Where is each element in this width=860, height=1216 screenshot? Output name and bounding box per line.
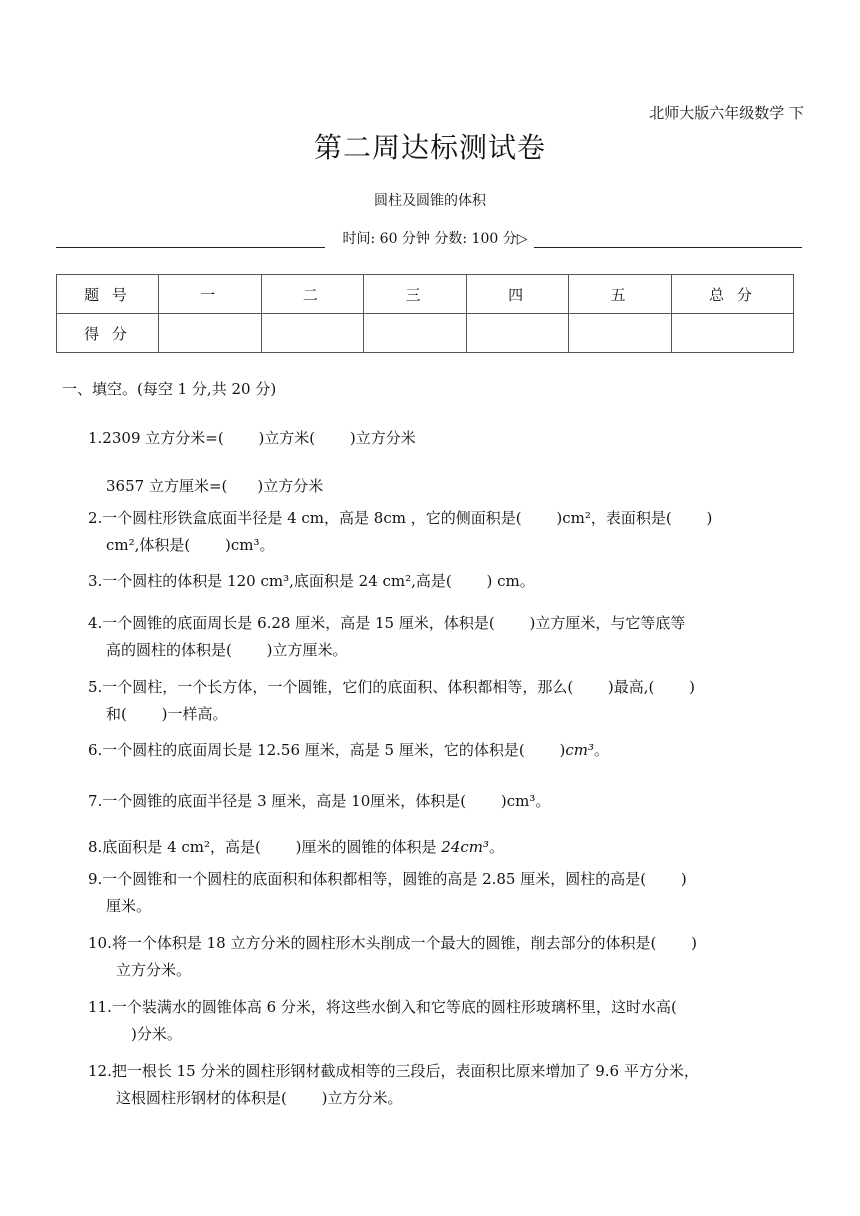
question-text-cont: 和( )一样高。: [106, 705, 228, 723]
question-text: 3657 立方厘米=( )立方分米: [106, 477, 324, 495]
score-input-cell[interactable]: [261, 314, 364, 353]
question-text-cont: )分米。: [116, 1025, 182, 1043]
score-table-score-row: [57, 314, 794, 353]
exam-time-score: 时间: 60 分钟 分数: 100 分▷: [342, 231, 528, 247]
question-tail: 。: [489, 838, 505, 856]
question-text: 3.一个圆柱的体积是 120 cm³,底面积是 24 cm²,高是( ) cm。: [88, 572, 535, 590]
question-8: [88, 834, 504, 861]
score-table-cell: 总 分: [672, 275, 794, 314]
question-text-cont: 高的圆柱的体积是( )立方厘米。: [106, 641, 348, 659]
edition-label: 北师大版六年级数学 下: [649, 104, 804, 122]
score-input-cell[interactable]: [466, 314, 569, 353]
question-7: [88, 788, 550, 815]
score-table-header-row: [57, 275, 794, 314]
question-text: 10.将一个体积是 18 立方分米的圆柱形木头削成一个最大的圆锥，削去部分的体积是( ): [88, 934, 697, 952]
question-text-cont: 立方分米。: [116, 961, 192, 979]
score-blank-line: [534, 229, 803, 248]
question-text-cont: 厘米。: [106, 897, 152, 915]
question-5: [88, 674, 695, 728]
unit-cm3: cm³: [565, 741, 594, 759]
question-1b: [106, 473, 323, 500]
question-text: 2.一个圆柱形铁盒底面半径是 4 cm，高是 8cm ，它的侧面积是( )cm²，表面积是( ): [88, 509, 713, 527]
question-1: [88, 425, 416, 452]
question-3: [88, 568, 535, 595]
score-table-cell: 二: [261, 275, 364, 314]
question-text-cont: cm²,体积是( )cm³。: [106, 536, 275, 554]
section-heading: 一、填空。(每空 1 分,共 20 分): [62, 380, 277, 398]
question-text-cont: 这根圆柱形钢材的体积是( )立方分米。: [116, 1089, 403, 1107]
score-table-cell: 一: [159, 275, 262, 314]
score-input-cell[interactable]: [672, 314, 794, 353]
page-subtitle: 圆柱及圆锥的体积: [374, 193, 486, 209]
question-text: 1.2309 立方分米=( )立方米( )立方分米: [88, 429, 416, 447]
question-10: [88, 930, 697, 984]
name-blank-line: [56, 229, 325, 248]
score-table: [56, 274, 794, 353]
question-text: 8.底面积是 4 cm²，高是( )厘米的圆锥的体积是: [88, 838, 442, 856]
score-table-cell: 题 号: [57, 275, 159, 314]
unit-24cm3: 24cm³: [441, 838, 490, 856]
score-input-cell[interactable]: [364, 314, 467, 353]
score-table-cell: 三: [364, 275, 467, 314]
score-table-cell: 五: [569, 275, 672, 314]
question-4: [88, 610, 685, 664]
question-text: 12.把一根长 15 分米的圆柱形钢材截成相等的三段后，表面积比原来增加了 9.6 平方分米，: [88, 1062, 699, 1080]
question-11: [88, 994, 677, 1048]
score-table-cell: 得 分: [57, 314, 159, 353]
question-text: 11.一个装满水的圆锥体高 6 分米，将这些水倒入和它等底的圆柱形玻璃杯里，这时水高(: [88, 998, 677, 1016]
question-2: [88, 505, 712, 559]
question-9: [88, 866, 687, 920]
question-text: 4.一个圆锥的底面周长是 6.28 厘米，高是 15 厘米，体积是( )立方厘米，与它等底等: [88, 614, 686, 632]
question-text: 6.一个圆柱的底面周长是 12.56 厘米，高是 5 厘米，它的体积是( ): [88, 741, 566, 759]
score-input-cell[interactable]: [569, 314, 672, 353]
exam-info-line: [56, 228, 802, 248]
page-title: 第二周达标测试卷: [313, 131, 546, 164]
score-input-cell[interactable]: [159, 314, 262, 353]
question-6: [88, 737, 609, 764]
question-text: 9.一个圆锥和一个圆柱的底面积和体积都相等，圆锥的高是 2.85 厘米，圆柱的高是( ): [88, 870, 687, 888]
question-tail: 。: [594, 741, 610, 759]
question-text: 7.一个圆锥的底面半径是 3 厘米，高是 10厘米，体积是( )cm³。: [88, 792, 551, 810]
question-12: [88, 1058, 699, 1112]
question-text: 5.一个圆柱，一个长方体，一个圆锥，它们的底面积、体积都相等，那么( )最高,( ): [88, 678, 696, 696]
score-table-cell: 四: [466, 275, 569, 314]
